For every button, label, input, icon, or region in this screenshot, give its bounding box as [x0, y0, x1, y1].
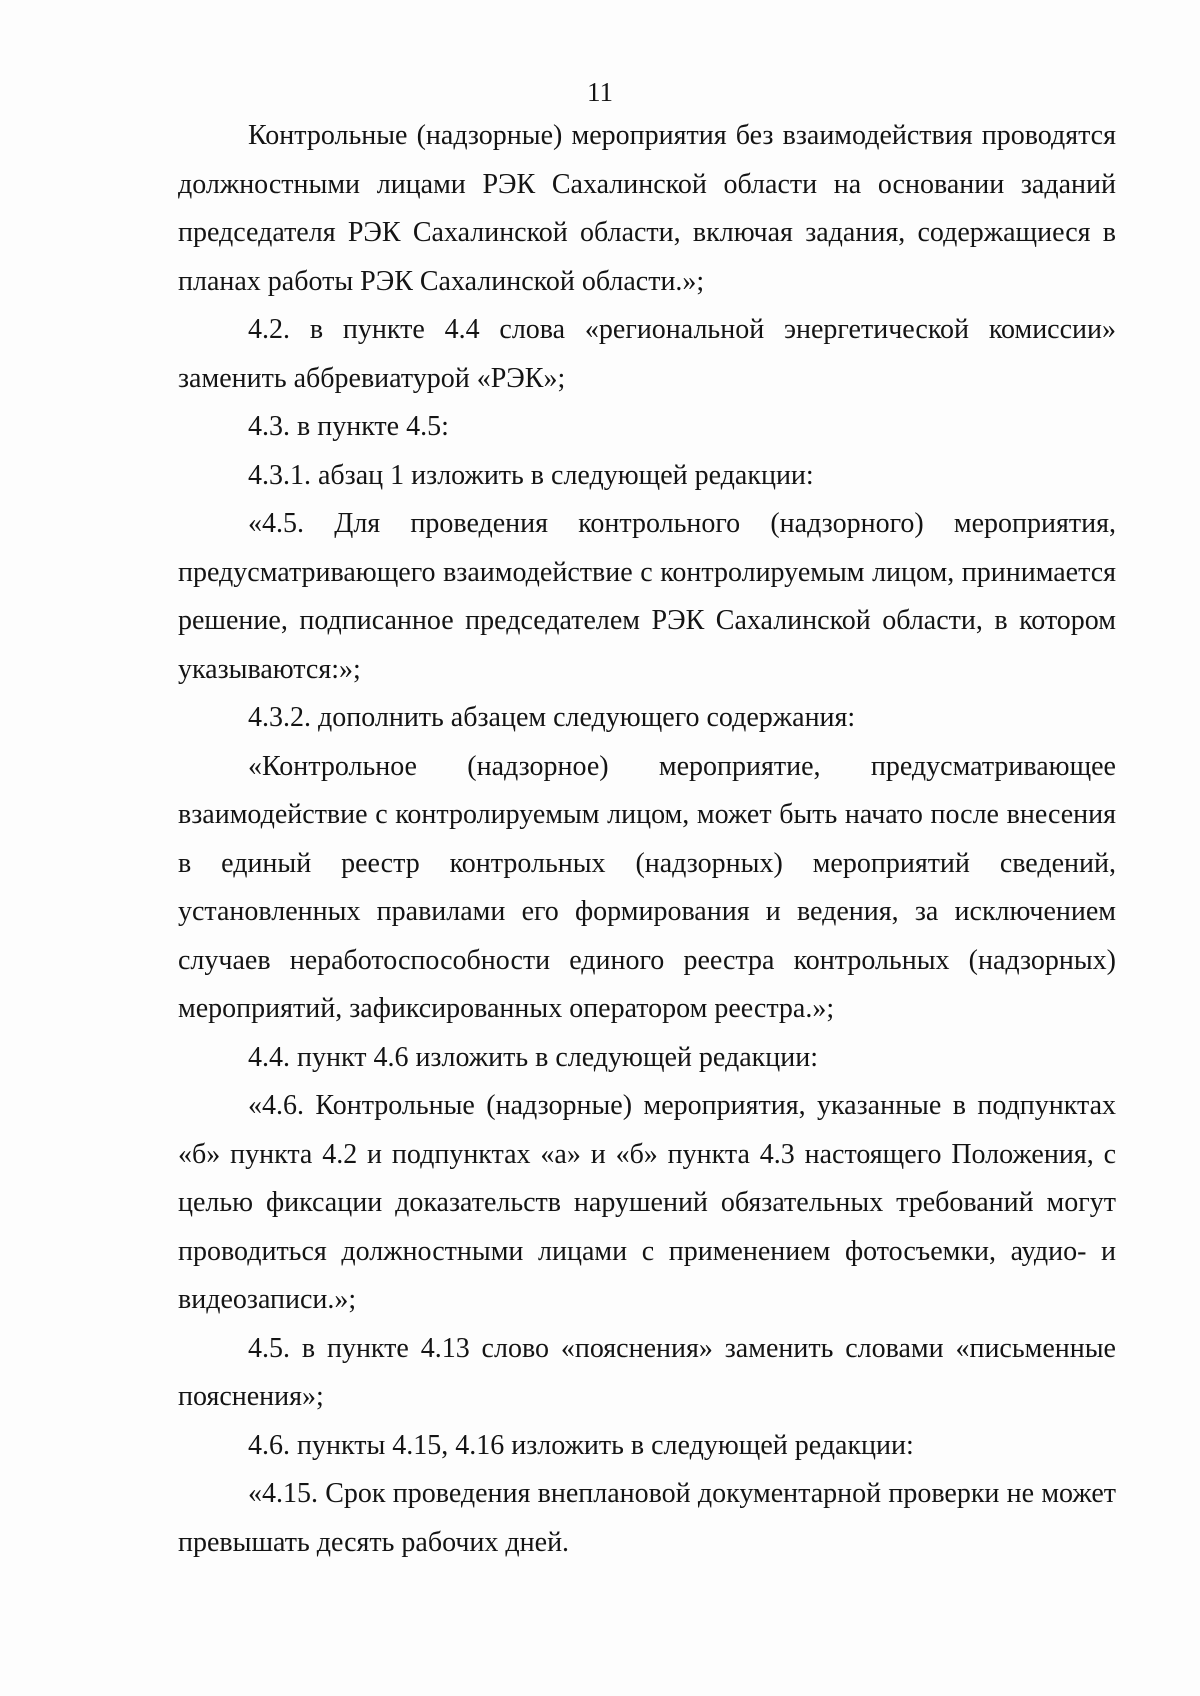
paragraph-4-3: 4.3. в пункте 4.5: [248, 411, 449, 442]
paragraph-inspections-without-interaction: Контрольные (надзорные) мероприятия без взаимодействия проводятся должностными лицами РЭК Сахалинской области на основании заданий председателя РЭК Сахалинской области, включая задания, содержащиеся в планах работы РЭК Сахалинской области.»; [178, 120, 1116, 297]
paragraph-quote-control-event: «Контрольное (надзорное) мероприятие, предусматривающее взаимодействие с контролируемым лицом, может быть начато после внесения в единый реестр контрольных (надзорных) мероприятий сведений, установленных правилами его формирования и ведения, за исключением случаев неработоспособности единого реестра контрольных (надзорных) мероприятий, зафиксированных оператором реестра.»; [178, 750, 1116, 1024]
paragraph-4-5: 4.5. в пункте 4.13 слово «пояснения» заменить словами «письменные пояснения»; [178, 1332, 1116, 1412]
document-body [178, 112, 1116, 1567]
paragraph-quote-4-5: «4.5. Для проведения контрольного (надзорного) мероприятия, предусматривающего взаимодействие с контролируемым лицом, принимается решение, подписанное председателем РЭК Сахалинской области, в котором указываются:»; [178, 508, 1116, 685]
page-number: 11 [587, 77, 613, 107]
paragraph-4-4: 4.4. пункт 4.6 изложить в следующей редакции: [248, 1041, 818, 1073]
paragraph-4-3-1: 4.3.1. абзац 1 изложить в следующей редакции: [248, 459, 814, 491]
paragraph-quote-4-15: «4.15. Срок проведения внеплановой документарной проверки не может превышать десять рабочих дней. [178, 1478, 1116, 1558]
paragraph-4-6: 4.6. пункты 4.15, 4.16 изложить в следующей редакции: [248, 1429, 914, 1461]
paragraph-quote-4-6: «4.6. Контрольные (надзорные) мероприятия, указанные в подпунктах «б» пункта 4.2 и подпунктах «а» и «б» пункта 4.3 настоящего Положения, с целью фиксации доказательств нарушений обязательных требований могут проводиться должностными лицами с применением фотосъемки, аудио- и видеозаписи.»; [178, 1090, 1116, 1315]
paragraph-4-3-2: 4.3.2. дополнить абзацем следующего содержания: [248, 702, 856, 733]
paragraph-4-2: 4.2. в пункте 4.4 слова «региональной энергетической комиссии» заменить аббревиатурой «РЭК»; [178, 314, 1116, 394]
